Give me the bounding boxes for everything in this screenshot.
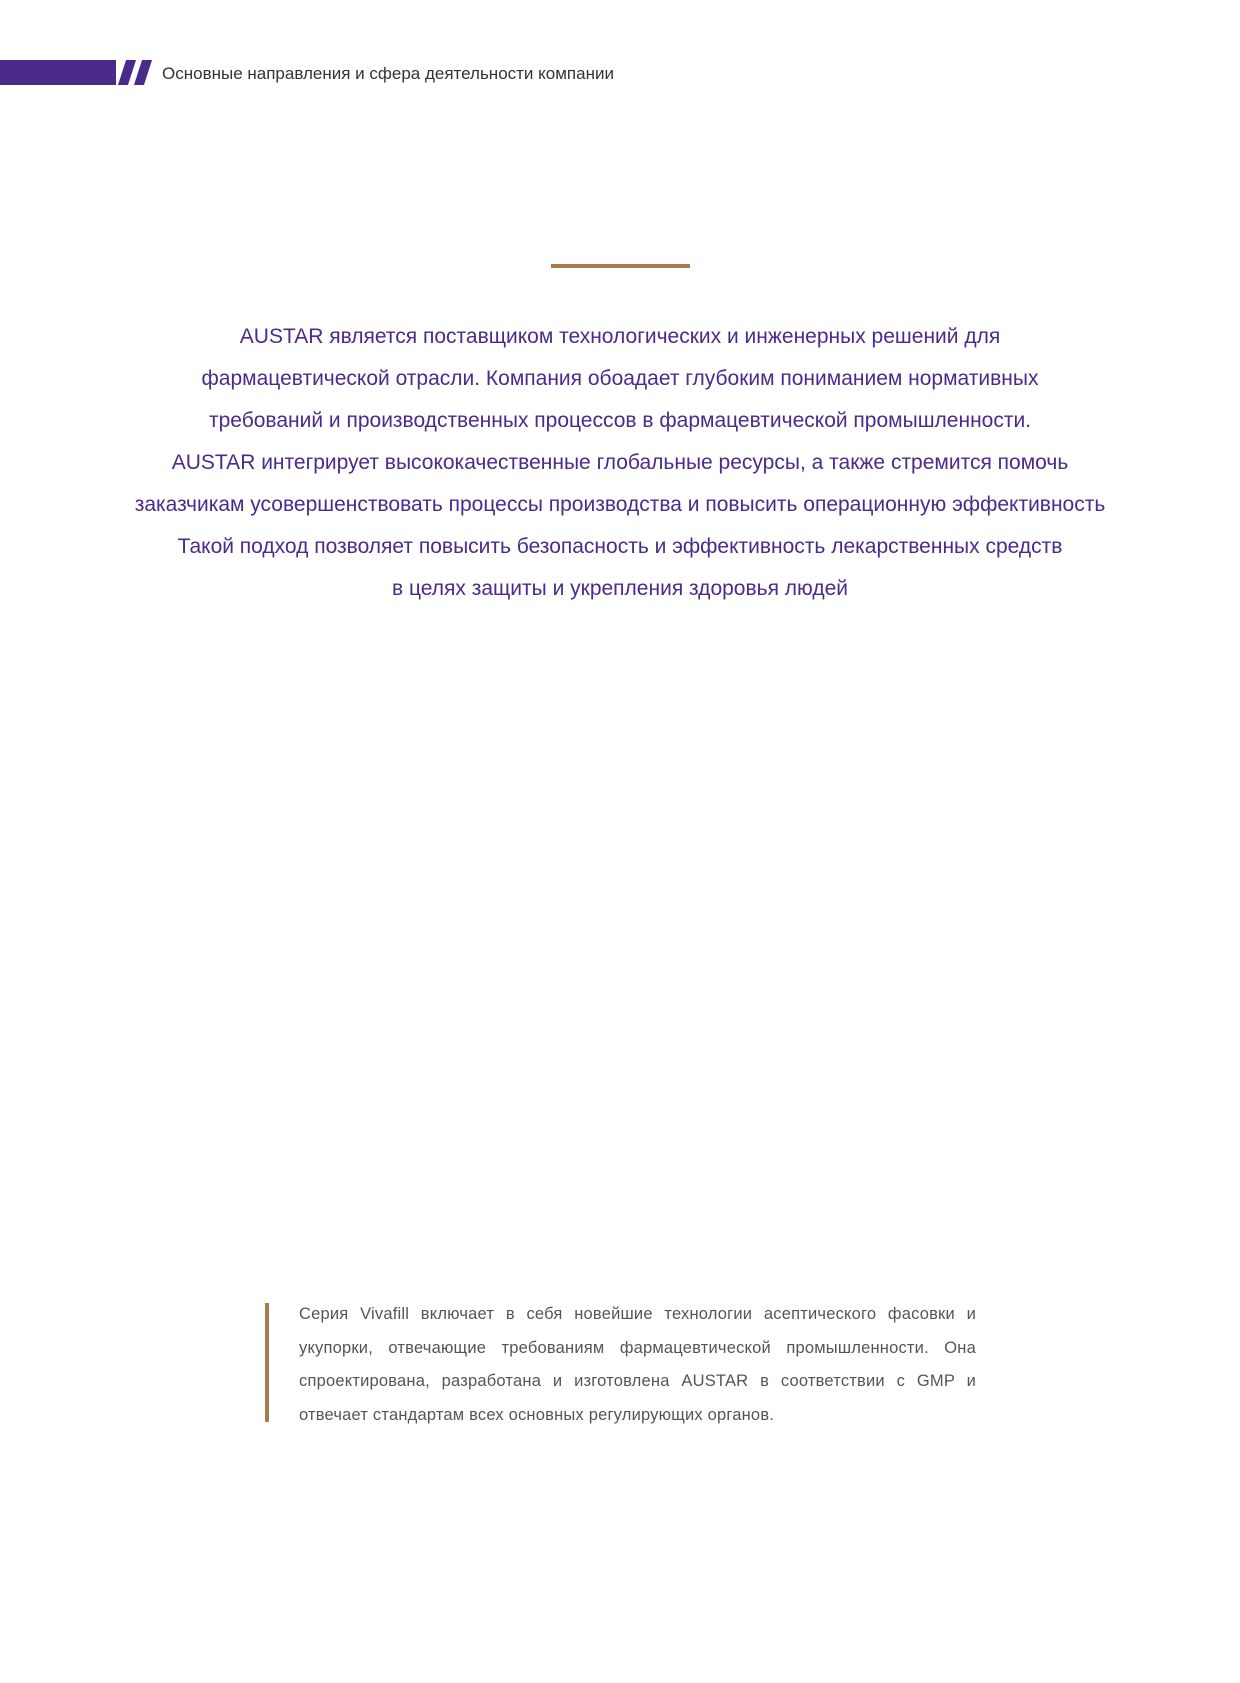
note-accent-bar [265, 1303, 269, 1422]
intro-line: фармацевтической отрасли. Компания обоадает глубоким пониманием нормативных [201, 367, 1039, 390]
gold-divider [551, 264, 690, 268]
intro-line: требований и производственных процессов в фармацевтической промышленности. [208, 409, 1032, 432]
note-paragraph: Серия Vivafill включает в себя новейшие технологии асептического фасовки и укупорки, отвечающие требованиям фармацевтической промышленности. Она спроектирована, разработана и изготовлена AUSTAR в соответствии с GMP и отвечает стандартам всех основных регулирующих органов. [299, 1305, 976, 1424]
intro-line: в целях защиты и укрепления здоровья людей [391, 577, 848, 600]
intro-line: заказчикам усовершенствовать процессы производства и повысить операционную эффективность [134, 493, 1106, 516]
intro-line: AUSTAR является поставщиком технологических и инженерных решений для [239, 325, 1001, 348]
intro-paragraph [60, 316, 1180, 610]
header-slash-mark [134, 60, 152, 85]
intro-line: AUSTAR интегрирует высококачественные глобальные ресурсы, а также стремится помочь [171, 451, 1069, 474]
header-accent-bar [0, 60, 116, 85]
section-title: Основные направления и сфера деятельности компании [162, 64, 614, 83]
header-slash-mark [118, 60, 136, 85]
intro-line: Такой подход позволяет повысить безопасность и эффективность лекарственных средств [177, 535, 1063, 558]
